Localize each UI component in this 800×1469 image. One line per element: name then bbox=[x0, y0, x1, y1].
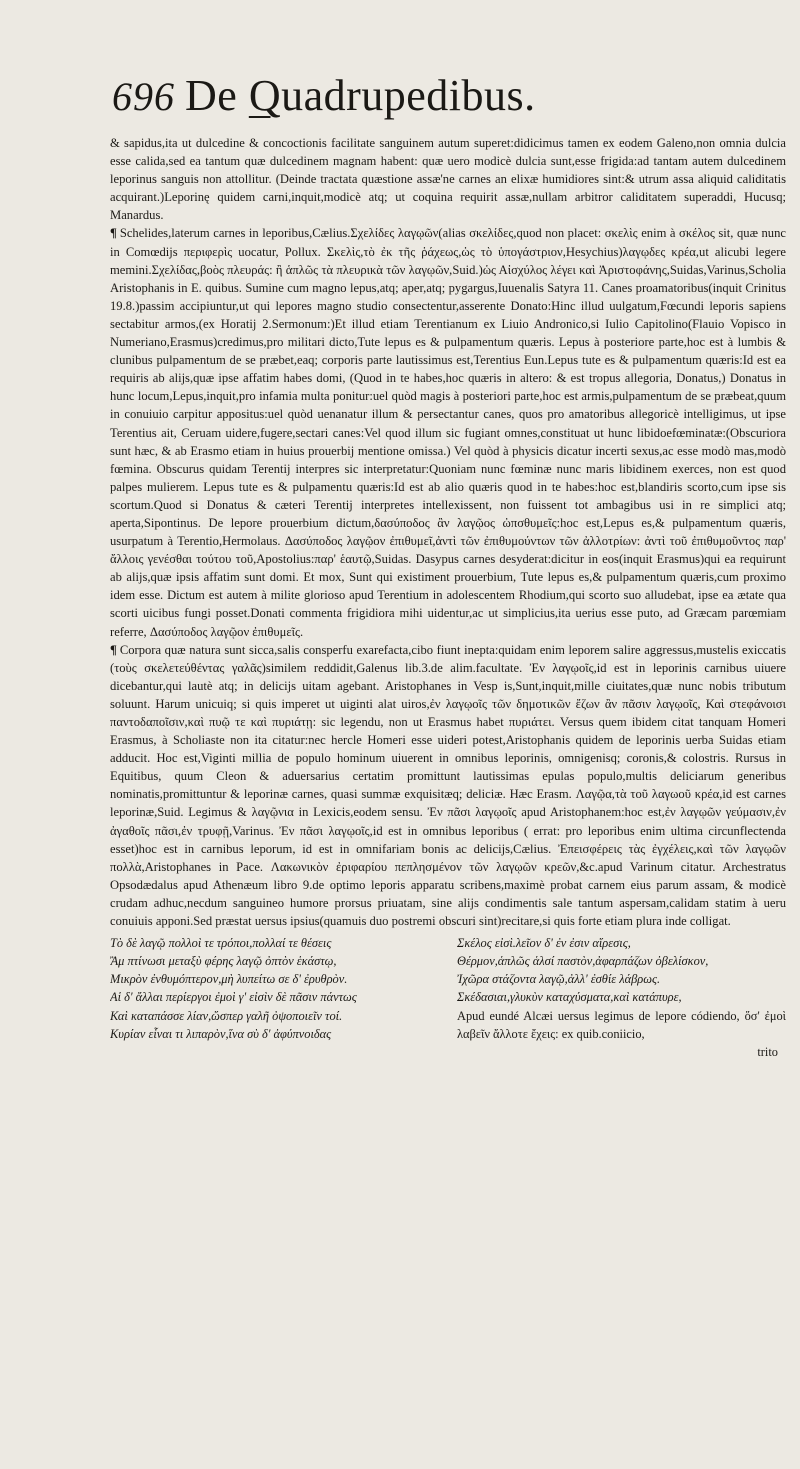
body-text bbox=[110, 134, 786, 1061]
greek-verse-block bbox=[110, 934, 786, 1043]
verse-line: Μικρὸν ἐνθυμόπτερον,μὴ λυπείτω σε δ' ἐρυθρὸν. bbox=[110, 972, 348, 987]
running-head bbox=[112, 70, 786, 122]
verse-line: Καὶ καταπάσσε λίαν,ὥσπερ γαλῆ ὀψοποιεῖν τοί. bbox=[110, 1008, 343, 1023]
verse-column-right bbox=[457, 934, 786, 1043]
page-title bbox=[185, 70, 536, 121]
verse-line: Θέρμον,ἁπλῶς ἁλσί παστὸν,ἀφαρπάζων ὀβελίσκον, bbox=[457, 954, 709, 969]
verse-line: Ἰχῶρα στάζοντα λαγῷ,ἀλλ' ἐσθίε λάβρως. bbox=[457, 972, 661, 987]
verse-note: Apud eundé Alcæi uersus legimus de lepore códiendo, ὅσ' ἐμοὶ λαβεῖν ἄλλοτε ἔχεις: ex quib.coniicio, bbox=[457, 1008, 786, 1041]
verse-line: Σκέλος εἰσὶ.λεῖον δ' ἐν ἐσιν αἵρεσις, bbox=[457, 936, 631, 951]
pilcrow-icon: ¶ bbox=[110, 642, 117, 657]
title-underlined-letter: Q bbox=[248, 71, 282, 120]
verse-column-left bbox=[110, 934, 439, 1043]
title-rest: uadrupedibus. bbox=[281, 71, 536, 120]
verse-line: Ἂμ πτίνωσι μεταξὺ φέρης λαγῷ ὀπτὸν ἑκάστῳ, bbox=[110, 954, 337, 969]
verse-line: Σκέδασιαι,γλυκὺν καταχύσματα,καὶ κατάπυρε, bbox=[457, 990, 682, 1005]
paragraph-schelides bbox=[110, 224, 786, 640]
paragraph-schelides-text: Schelides,laterum carnes in leporibus,Cælius.Σχελίδες λαγῳῶν(alias σκελίδες,quod non placet: σκελὶς enim à σκέλος sit, quæ nunc in Comœdijs περιφερὶς uocatur, Pollux. Σκελὶς,τὸ ἐκ τῆς ῥάχεως,ὡς τὸ ὑπογάστριον,Hesychius)λαγῳδες κρέα,ut alicubi legere memini.Σχελίδας,βοὸς πλευράς: ἢ ἁπλῶς τὰ πλευρικὰ τῶν λαγῳῶν,Suid.)ὡς Αἰσχύλος λέγει καὶ Ἀριστοφάνης,Suidas,Varinus,Scholia Aristophanis in E. quibus. Sumine cum magno lepus,atq; aper,atq; pygargus,Iuuenalis Satyra 11. Canes proamatoribus(inquit Crinitus 19.8.)passim accipiuntur,ut qui lepores magno studio consectentur,asserente Donato:Hinc illud uulgatum,Fœcundi leporis sapiens sectabitur armos,(ex Horatij 2.Sermonum:)Et illud etiam Terentianum ex Liuio Andronico,si Iulio Capitolino(Flauio Vopisco in Numeriano,Erasmus)credimus,pro militari dicto,Tute lepus es & pulpamentum quæris. Lepus à posteriore parte,hoc est à lumbis & clunibus pulpamentum de se præbet,eaq; corporis parte lautissimus est,Terentius Eun.Lepus tute es & pulpamentum quæris:Id est ea requiris ab alijs,quæ ipse affatim habes domi, (Quod in te habes,hoc quæris in altero: & est tropus allegoria, Donatus,) Donatus in hunc locum,Lepus,inquit,pro infamia multa ponitur:uel quòd magis à posteriori parte,hoc est armis,pulpamentum de se præbeat,quum in conuiuio carpitur appositus:uel quòd uenanatur illum & persectantur canes, quos pro amatoribus allegoricè intelligimus, ut ipse Terentius ait, Ceruam uidere,fugere,sectari canes:Vel quod illum sic fugiant omnes,constituat ut hunc libidoefœminatæ:(Obscuriora sunt hæc, & ab Erasmo etiam in huius prouerbij mentione omissa.) Vel quòd à physicis dicatur incerti sexus,ac esse modò mas,modò fœmina. Obscurus quidam Terentij interpres sic interpretatur:Quoniam nunc fœminæ nunc maris libidinem exerces, non est quod palpes mulierem. Lepus tute es & pulpamentu quæris:Id est ab alio quæris quod in te habes:hoc est,blandiris scorto,cum ipse sis scortum.Quod si Donatus & cæteri Terentij interpretes intellexissent, non fuissent tot ambagibus usi in re simplici atq; aperta,Sipontinus. De lepore prouerbium dictum,δασύποδος ἂν λαγῷος ὠπσθυμεῖς:hoc est,Lepus es,& pulpamentum quæris, usurpatum à Terentio,Hermolaus. Δασύποδος λαγῷον ἐπιθυμεῖ,ἀντὶ τῶν ἐπιθυμούντων τῶν ἀλλοτρίων: ἀντὶ τοῦ ἐπιθυμοῦντος παρ' ἄλλοις γενέσθαι τούτου τοῦ,Apostolius:παρ' ἑαυτῷ,Suidas. Dasypus carnes desyderat:dicitur in eos(inquit Erasmus)qui ea requirunt ab alijs,quæ ipsis affatim sunt domi. Et mox, Sunt qui existiment prouerbium, Tute lepus es,& pulpamentum quæris,cum proximo idem esse. Dictum est autem à milite glorioso apud Terentium in adolescentem Rhodium,qui scorto suo alludebat, ipse ea ætate qua scorti uicibus fungi posset.Donati commenta frigidiora mihi uidentur,ac ut simplicius,ita uerius esse puto, ad Græcam parœmiam referre, Δασύποδος λαγῷον ἐπιθυμεῖς. bbox=[110, 226, 786, 639]
verse-line: Αἱ δ' ἄλλαι περίεργοι ἐμοὶ γ' εἰσὶν δὲ πᾶσιν πάντως bbox=[110, 990, 357, 1005]
pilcrow-icon: ¶ bbox=[110, 226, 117, 241]
verse-line: Κυρίαν εἶναι τι λιπαρὸν,ἵνα σὺ δ' ἀφύπνοιδας bbox=[110, 1026, 332, 1041]
paragraph-corpora-text: Corpora quæ natura sunt sicca,salis consperfu exarefacta,cibo fiunt inepta:quidam enim leporem salire aggressus,mustelis exiccatis (τοὺς σκελετεύθέντας γαλᾶς)similem reddidit,Galenus lib.3.de alim.facultate. Ἐν λαγῳοῖς,id est in leporinis carnibus uiuere dicebantur,qui lautè atq; in delicijs uitam agebant. Aristophanes in Vesp is,Sunt,inquit,mille ciuitates,quæ nunc nobis tributum soluunt. Harum unicuiq; si quis imperet ut uiginti alat uiros,ἐν λαγῳοῖς τῶν δημοτικῶν ἔζων ἂν πᾶσιν λαγῳοῖς, Καὶ στεφάνοισι παντοδαποῖσιν,καὶ πυῷ τε καὶ πυριάτῃ: sic legendu, non ut Erasmus habet πυριάτει. Versus quem ibidem citat tanquam Homeri Erasmus, à Scholiaste non ita citatur:nec hercle Homeri esse uideri potest,Aristophanis quidem de leporinis uerba Suidas etiam adducit. Hoc est,Viginti millia de populo hominum uiuerent in omnibus leporinis, omnigenisq; coronis,& colostris. Rursus in Equitibus, quum Cleon & aduersarius certatim promittunt lautissimas epulas populo,multis deliciarum generibus nominatis,promittuntur & leporinæ carnes, quasi summæ exquisitæq; deliciæ. Hæc Erasm. Λαγῷα,τὰ τοῦ λαγωοῦ κρέα,id est carnes leporinæ,Suid. Legimus & λαγῷνια in Lexicis,eodem sensu. Ἐν πᾶσι λαγῳοῖς apud Aristophanem:hoc est,ἐν λαγῳῶν γεύμασιν,ἐν ἀγαθοῖς πᾶσι,ἐν τρυφῇ,Varinus. Ἐν πᾶσι λαγῳοῖς,id est in omnibus leporibus ( errat: pro leporibus enim ultima circunflectenda esset)hoc est in carnibus leporum, id est in omnifariam bonis ac delicijs,Cælius. Ἐπεισφέρεις τὰς ἐγχέλεις,καὶ τῶν λαγῳῶν πολλὰ,Aristophanes in Pace. Λακωνικὸν ἐριφαρίου πεπλησμένον τῶν λαγῳῶν κρεῶν,&c.apud Varinum citatur. Archestratus Opsodædalus apud Athenæum libro 9.de optimo leporis apparatu scribens,maximè probat carnem eius parum assam, & modicè crudam adhuc,necdum sanguineo humore prorsus priuatam, sine alijs condimentis sale tantum aspersam,calidam statim à ueru conuiuis apponi.Sed præstat uersus ipsius(quamuis duo postremi obscuri sint)recitare,si quis forte etiam plura inde colligat. bbox=[110, 642, 786, 929]
title-prefix: De bbox=[185, 71, 249, 120]
paragraph-corpora bbox=[110, 641, 786, 931]
catchword: trito bbox=[757, 1044, 778, 1059]
paragraph-galen: & sapidus,ita ut dulcedine & concoctionis facilitate sanguinem autum superet:didicimus tamen ex eodem Galeno,non omnia dulcia esse calida,sed ea tantum quæ dulcedinem magnam habent: quæ uero modicè dulcia sunt,esse frigida:ad tantam autem dulcedinem leporinus sanguis non attollitur. (Deinde tractata quæstione assæ'ne carnes an elixæ humidiores sint:& utrum assa aliquid caliditatis acquirant.)Leporinę quidem carni,inquit,modicè atq; ut coquina requirit assæ,nullam arbitror caliditatem superaddi, Hucusq; Manardus. bbox=[110, 136, 786, 223]
page-number: 696 bbox=[112, 74, 175, 119]
verse-line: Τὸ δὲ λαγῷ πολλοὶ τε τρόποι,πολλαί τε θέσεις bbox=[110, 936, 332, 951]
